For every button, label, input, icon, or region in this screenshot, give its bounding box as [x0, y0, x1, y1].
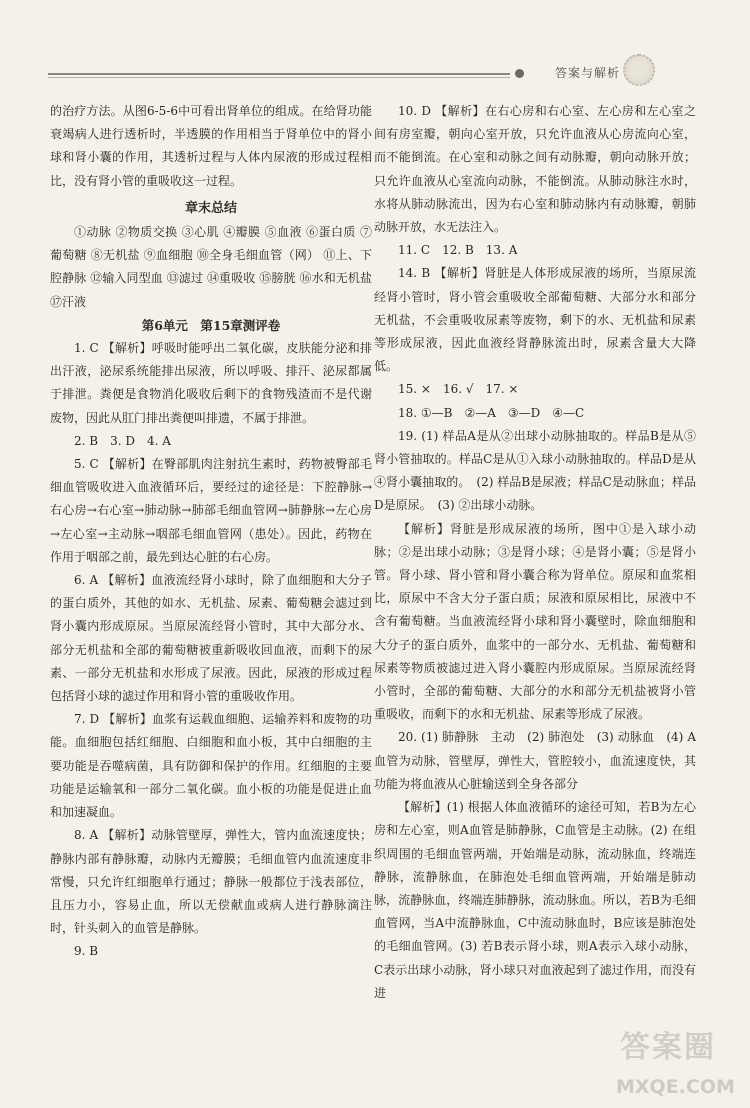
answer-q6: 6. A 【解析】血液流经肾小球时，除了血细胞和大分子的蛋白质外，其他的如水、无机盐、尿素、葡萄糖会滤过到肾小囊内形成原尿。当原尿流经肾小管时，其中大部分水、部分无机盐和全部的葡萄糖被重新吸收回血液，而剩下的尿素、一部分无机盐和水形成了尿液。因此，尿液的形成过程包括肾小球的滤过作用和肾小管的重吸收作用。 [50, 573, 372, 704]
right-column [374, 100, 696, 1005]
answer-q1: 1. C 【解析】呼吸时能呼出二氧化碳，皮肤能分泌和排出汗液，泌尿系统能排出尿液，所以呼吸、排汗、泌尿都属于排泄。粪便是食物消化吸收后剩下的食物残渣而不是代谢废物，因此从肛门排出粪便叫排遗，不属于排泄。 [50, 341, 372, 425]
answer-q14: 14. B 【解析】肾脏是人体形成尿液的场所，当原尿流经肾小管时，肾小管会重吸收全部葡萄糖、大部分水和部分无机盐，不会重吸收尿素等废物，剩下的水、无机盐和尿素等形成尿液，因此血液经肾静脉流出时，尿素含量大大降低。 [374, 266, 696, 374]
answer-q11-13: 11. C 12. B 13. A [398, 243, 518, 258]
summary-title: 章末总结 [184, 200, 237, 216]
answer-q8: 8. A 【解析】动脉管壁厚，弹性大，管内血流速度快；静脉内部有静脉瓣，动脉内无瓣膜；毛细血管内血流速度非常慢，只允许红细胞单行通过；静脉一般都位于浅表部位，且压力小，容易止血，所以无偿献血或病人进行静脉滴注时，针头刺入的血管是静脉。 [50, 828, 372, 936]
answer-q19: 19. (1) 样品A是从②出球小动脉抽取的。样品B是从⑤肾小管抽取的。样品C是从①入球小动脉抽取的。样品D是从④肾小囊抽取的。 (2) 样品B是尿液；样品C是动脉血；样品D是原尿。 (3) ②出球小动脉。 [374, 428, 696, 513]
left-column [50, 100, 372, 964]
answer-q20: 20. (1) 肺静脉 主动 (2) 肺泡处 (3) 动脉血 (4) A 血管为动脉，管壁厚，弹性大，管腔较小，血流速度快，其功能为将血液从心脏输送到全身各部分 [374, 730, 696, 791]
answer-q15-17: 15. × 16. √ 17. × [398, 382, 519, 397]
watermark-url: MXQE.COM [616, 1076, 735, 1098]
intro-paragraph: 的治疗方法。从图6-5-6中可看出肾单位的组成。在给肾功能衰竭病人进行透析时，半透膜的作用相当于肾单位中的肾小球和肾小囊的作用，其透析过程与人体内尿液的形成过程相比，没有肾小管的重吸收这一过程。 [50, 104, 372, 188]
header-title: 答案与解析 [554, 66, 620, 80]
header-dot-icon [515, 69, 524, 78]
answer-q7: 7. D 【解析】血浆有运载血细胞、运输养料和废物的功能。血细胞包括红细胞、白细胞和血小板，其中白细胞的主要功能是吞噬病菌，具有防御和保护的作用。红细胞的主要功能是运输氧和一部分二氧化碳。血小板的功能是促进止血和加速凝血。 [50, 712, 372, 820]
summary-text: ①动脉 ②物质交换 ③心肌 ④瓣膜 ⑤血液 ⑥蛋白质 ⑦葡萄糖 ⑧无机盐 ⑨血细胞 ⑩全身毛细血管（网） ⑪上、下腔静脉 ⑫输入同型血 ⑬滤过 ⑭重吸收 ⑮膀胱 ⑯水和无机盐 ⑰汗液 [50, 225, 372, 309]
answer-q19-analysis: 【解析】肾脏是形成尿液的场所，图中①是入球小动脉；②是出球小动脉；③是肾小球；④是肾小囊；⑤是肾小管。肾小球、肾小管和肾小囊合称为肾单位。原尿和血浆相比，原尿中不含大分子蛋白质；尿液和原尿相比，尿液中不含有葡萄糖。当血液流经肾小球和肾小囊壁时，除血细胞和大分子的蛋白质外，血浆中的一部分水、无机盐、葡萄糖和尿素等物质被滤过进入肾小囊腔内形成原尿。当原尿流经肾小管时，全部的葡萄糖、大部分的水和部分无机盐被肾小管重吸收，而剩下的水和无机盐、尿素等形成了尿液。 [374, 521, 696, 722]
header-seal-icon [623, 54, 655, 86]
answer-q9: 9. B [74, 944, 99, 959]
header-rule-thin [48, 77, 510, 78]
watermark-logo [610, 1022, 738, 1102]
watermark-mark: 答案圈 [620, 1030, 716, 1065]
answer-q5: 5. C 【解析】在臀部肌肉注射抗生素时，药物被臀部毛细血管吸收进入血液循环后，要经过的途径是：下腔静脉→右心房→右心室→肺动脉→肺部毛细血管网→肺静脉→左心房→左心室→主动脉→咽部毛细血管网（患处）。因此，药物在作用于咽部之前，最先到达心脏的右心房。 [50, 457, 372, 564]
answer-q2-4: 2. B 3. D 4. A [74, 433, 171, 448]
test-title: 第6单元 第15章测评卷 [141, 317, 281, 333]
page-header [48, 52, 710, 92]
answer-q18: 18. ①—B ②—A ③—D ④—C [398, 405, 585, 420]
answer-q10: 10. D 【解析】在右心房和右心室、左心房和左心室之间有房室瓣，朝向心室开放，只允许血液从心房流向心室，而不能倒流。在心室和动脉之间有动脉瓣，朝向动脉开放；只允许血液从心室流向动脉，不能倒流。从肺动脉注水时，水将从肺动脉流出，因为右心室和肺动脉内有动脉瓣，朝肺动脉开放，水无法注入。 [374, 104, 696, 235]
header-rule [48, 73, 510, 75]
answer-q20-analysis: 【解析】(1) 根据人体血液循环的途径可知，若B为左心房和左心室，则A血管是肺静脉，C血管是主动脉。(2) 在组织周围的毛细血管两端，开始端是动脉，流动脉血，终端连静脉，流静脉血，在肺泡处毛细血管两端，开始端是肺动脉，流静脉血，终端连肺静脉，流动脉血。所以，若B为毛细血管网，当A中流静脉血，C中流动脉血时，B应该是肺泡处的毛细血管网。(3) 若B表示肾小球，则A表示入球小动脉，C表示出球小动脉，肾小球只对血液起到了滤过作用，而没有进 [374, 800, 696, 1000]
